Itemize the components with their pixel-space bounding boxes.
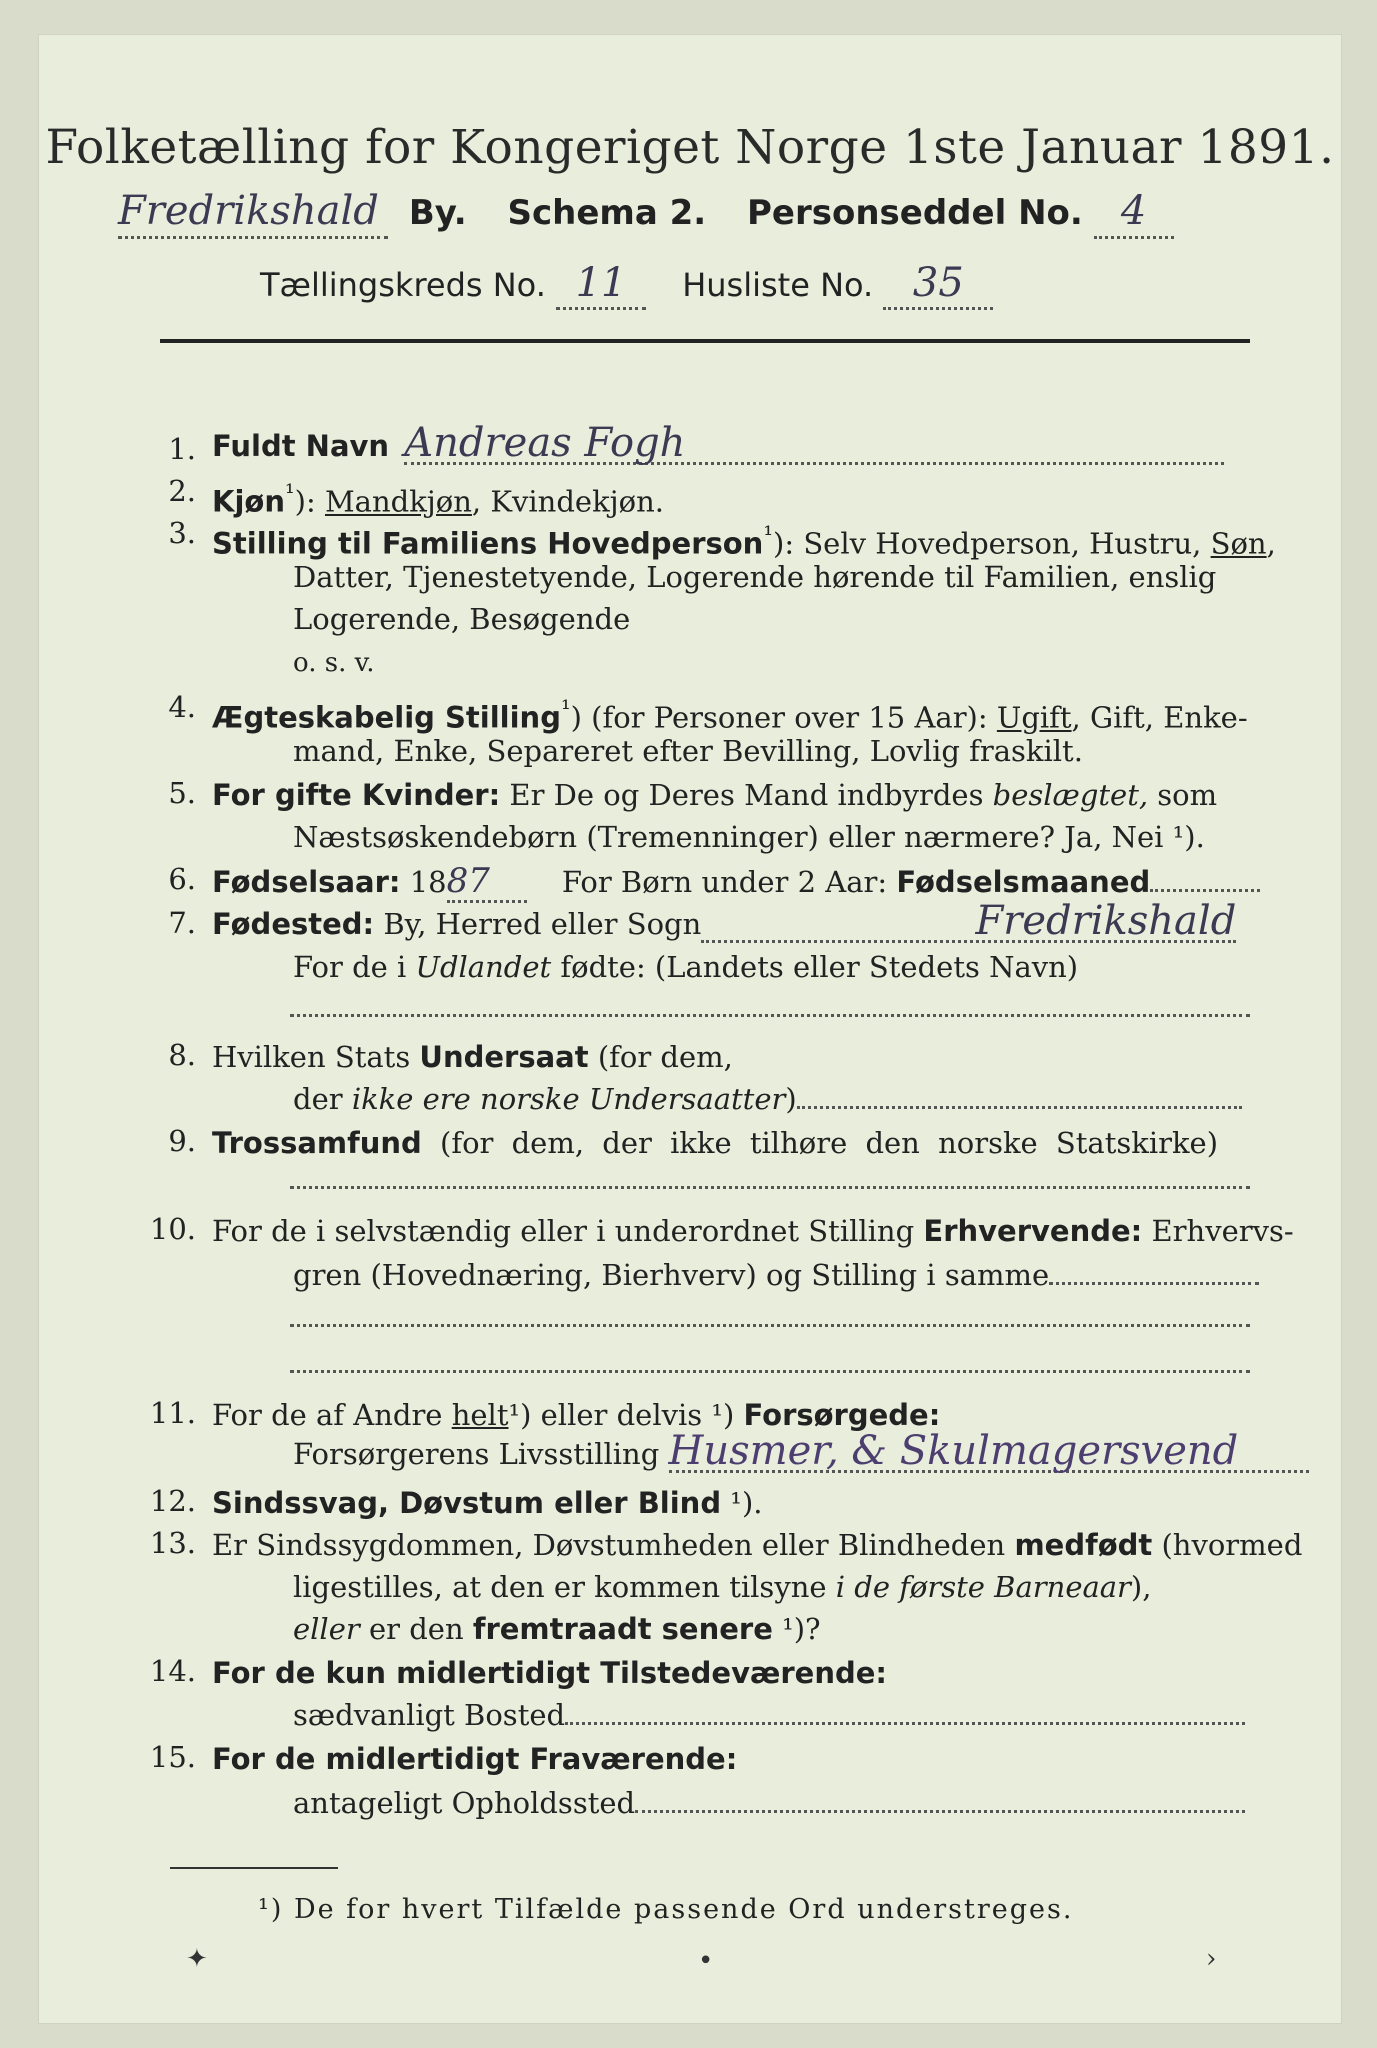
item-3-line-2: Datter, Tjenestetyende, Logerende hørende til Familien, enslig xyxy=(293,560,1217,594)
census-form xyxy=(38,34,1342,2024)
item-15-label: For de midlertidigt Fraværende: xyxy=(212,1742,738,1776)
header-line-kreds xyxy=(260,259,993,310)
item-4-option-ugift: Ugift xyxy=(996,700,1072,735)
item-3-option-son: Søn xyxy=(1210,526,1267,561)
full-name-handwritten: Andreas Fogh xyxy=(404,424,1224,465)
item-3-number: 3. xyxy=(168,516,196,550)
item-13-text-a: Er Sindssygdommen, Døvstumheden eller Blindheden xyxy=(212,1528,1015,1562)
item-4-line-2: mand, Enke, Separeret efter Bevilling, Lovlig fraskilt. xyxy=(293,734,1083,768)
item-7-line-2 xyxy=(293,948,1078,986)
item-4-text-b: , Gift, Enke- xyxy=(1071,700,1248,735)
item-10-blank-line-2 xyxy=(290,1370,1250,1373)
item-9-text: (for dem, der ikke tilhøre den norske Statskirke) xyxy=(421,1126,1219,1160)
item-13-number: 13. xyxy=(149,1526,196,1560)
item-9-label: Trossamfund xyxy=(212,1126,422,1160)
header-line-town xyxy=(118,186,1174,239)
item-3-label: Stilling til Familiens Hovedperson xyxy=(212,526,764,561)
item-9-blank-line xyxy=(290,1186,1250,1189)
item-15-line-2 xyxy=(293,1784,1245,1822)
item-2-text-b: , Kvindekjøn. xyxy=(471,484,665,519)
footnote-rule xyxy=(170,1867,338,1869)
item-13-line-3-a: er den xyxy=(359,1612,473,1646)
item-5-text-b: som xyxy=(1148,778,1218,812)
item-2-label: Kjøn xyxy=(212,484,285,519)
item-14-line-2 xyxy=(293,1696,1245,1734)
item-10-line-2-text: gren (Hovednæring, Bierhverv) og Stilling i samme xyxy=(293,1258,1050,1292)
item-10-blank-line-1 xyxy=(290,1324,1250,1327)
item-5-text-a: Er De og Deres Mand indbyrdes xyxy=(500,778,993,812)
item-11-text-a: For de af Andre xyxy=(212,1398,452,1432)
item-14-number: 14. xyxy=(149,1654,196,1688)
item-12-text: ¹). xyxy=(721,1486,763,1520)
item-6-number: 6. xyxy=(168,862,196,896)
item-4-label: Ægteskabelig Stilling xyxy=(212,700,561,735)
item-8-line-2-a: der xyxy=(293,1082,352,1116)
town-handwritten: Fredrikshald xyxy=(118,186,388,239)
item-10-label: Erhvervende: xyxy=(923,1214,1143,1248)
item-5-text-italic: beslægtet, xyxy=(992,778,1149,812)
item-13-line-3-c: ¹)? xyxy=(772,1612,821,1646)
item-6-label: Fødselsaar: xyxy=(212,865,401,899)
item-3-line-1 xyxy=(212,516,1276,563)
item-12-number: 12. xyxy=(149,1484,196,1518)
item-11-option-helt: helt xyxy=(451,1398,509,1432)
item-13-line-3-italic: eller xyxy=(293,1612,360,1646)
item-10-line-2 xyxy=(293,1256,1259,1294)
item-7-label: Fødested: xyxy=(212,907,375,941)
personseddel-number: 4 xyxy=(1094,186,1174,239)
item-2-option-mandkjon: Mandkjøn xyxy=(324,484,472,519)
item-7-line-2-b: fødte: (Landets eller Stedets Navn) xyxy=(551,950,1079,984)
item-5-line-1 xyxy=(212,776,1217,814)
item-13-line-2 xyxy=(293,1568,1151,1606)
margin-mark-left: ✦ xyxy=(186,1944,208,1974)
item-8-label: Undersaat xyxy=(419,1040,589,1074)
item-10-line-1 xyxy=(212,1212,1294,1250)
item-7-line-1 xyxy=(212,898,1237,944)
margin-mark-right: › xyxy=(1206,1944,1217,1974)
item-13-line-3-label: fremtraadt senere xyxy=(472,1612,773,1646)
item-6 xyxy=(212,862,1260,903)
item-8-text-a: Hvilken Stats xyxy=(212,1040,420,1074)
item-3-line-3: Logerende, Besøgende xyxy=(293,602,631,636)
item-15-field xyxy=(635,1810,1245,1813)
item-2-number: 2. xyxy=(168,474,196,508)
item-13-line-2-a: ligestilles, at den er kommen tilsyne xyxy=(293,1570,836,1604)
item-5-label: For gifte Kvinder: xyxy=(212,778,501,812)
item-14-label: For de kun midlertidigt Tilstedeværende: xyxy=(212,1656,888,1690)
item-3-text-a: ): Selv Hovedperson, Hustru, xyxy=(773,526,1211,561)
item-9-number: 9. xyxy=(168,1124,196,1158)
item-11-label: Forsørgede: xyxy=(743,1398,941,1432)
schema-label: Schema 2. xyxy=(507,193,707,233)
item-8-number: 8. xyxy=(168,1038,196,1072)
item-2-text-a: ): xyxy=(294,484,325,519)
item-8-line-2-italic: ikke ere norske Undersaatter xyxy=(351,1082,786,1116)
item-7-text: By, Herred eller Sogn xyxy=(374,907,702,941)
item-8-field xyxy=(797,1106,1242,1109)
kreds-label: Tællingskreds No. xyxy=(260,266,546,304)
item-13-line-1 xyxy=(212,1526,1302,1564)
birth-month-field xyxy=(1150,889,1260,892)
item-4-sup: ¹ xyxy=(560,695,571,723)
item-4-number: 4. xyxy=(168,690,196,724)
item-11-line-2 xyxy=(293,1428,1309,1474)
by-label: By. xyxy=(408,193,467,233)
item-13-line-2-b: ), xyxy=(1130,1570,1152,1604)
form-title: Folketælling for Kongeriget Norge 1ste Januar 1891. xyxy=(45,120,1335,175)
item-7-blank-line xyxy=(290,1014,1250,1017)
margin-mark-center: • xyxy=(698,1946,714,1976)
item-11-line-2-text: Forsørgerens Livsstilling xyxy=(293,1437,660,1471)
item-3-line-4: o. s. v. xyxy=(293,648,375,678)
item-8-text-c: (for dem, xyxy=(588,1040,733,1074)
item-6-text: For Børn under 2 Aar: xyxy=(561,865,888,899)
item-6-label-month: Fødselsmaaned xyxy=(896,865,1151,899)
birth-year-handwritten: 87 xyxy=(447,862,527,903)
item-10-number: 10. xyxy=(149,1212,196,1246)
item-15-number: 15. xyxy=(149,1740,196,1774)
birthplace-handwritten: Fredrikshald xyxy=(701,902,1236,943)
item-7-line-2-italic: Udlandet xyxy=(415,950,552,984)
kreds-number: 11 xyxy=(556,259,646,310)
item-5-number: 5. xyxy=(168,776,196,810)
item-13-line-2-italic: i de første Barneaar xyxy=(835,1570,1131,1604)
item-14-field xyxy=(565,1722,1245,1725)
item-11-number: 11. xyxy=(149,1396,196,1430)
item-12-label: Sindssvag, Døvstum eller Blind xyxy=(212,1486,722,1520)
item-4-line-1 xyxy=(212,690,1248,737)
item-10-text-c: Erhvervs- xyxy=(1142,1214,1294,1248)
item-13-line-3 xyxy=(293,1610,821,1648)
item-8-line-2 xyxy=(293,1080,1242,1118)
item-1-number: 1. xyxy=(168,432,196,466)
footnote: ¹) De for hvert Tilfælde passende Ord understreges. xyxy=(258,1894,1074,1925)
item-2 xyxy=(212,474,664,521)
item-3-text-b: , xyxy=(1266,526,1276,561)
husliste-number: 35 xyxy=(883,259,993,310)
item-6-year-prefix: 18 xyxy=(400,865,447,899)
item-1 xyxy=(212,420,1224,466)
provider-occupation-handwritten: Husmer, & Skulmagersvend xyxy=(669,1432,1309,1473)
item-3-sup: ¹ xyxy=(763,521,774,549)
item-2-sup: ¹ xyxy=(284,479,295,507)
item-13-text-c: (hvormed xyxy=(1152,1528,1303,1562)
item-10-field xyxy=(1049,1282,1259,1285)
husliste-label: Husliste No. xyxy=(682,266,874,304)
item-8-line-1 xyxy=(212,1038,733,1076)
item-10-text-a: For de i selvstændig eller i underordnet Stilling xyxy=(212,1214,924,1248)
item-7-number: 7. xyxy=(168,906,196,940)
item-8-line-2-b: ) xyxy=(785,1082,797,1116)
item-12 xyxy=(212,1484,762,1522)
item-15-line-2-text: antageligt Opholdssted xyxy=(293,1786,636,1820)
item-13-label: medfødt xyxy=(1014,1528,1153,1562)
item-11-text-b: ¹) eller delvis ¹) xyxy=(508,1398,744,1432)
item-1-label: Fuldt Navn xyxy=(212,429,390,463)
item-4-text-a: ) (for Personer over 15 Aar): xyxy=(570,700,997,735)
item-7-line-2-a: For de i xyxy=(293,950,416,984)
item-14-line-2-text: sædvanligt Bosted xyxy=(293,1698,566,1732)
personseddel-label: Personseddel No. xyxy=(747,193,1083,233)
item-9 xyxy=(212,1124,1218,1162)
item-5-line-2: Næstsøskendebørn (Tremenninger) eller nærmere? Ja, Nei ¹). xyxy=(293,820,1205,854)
header-rule xyxy=(160,339,1250,343)
